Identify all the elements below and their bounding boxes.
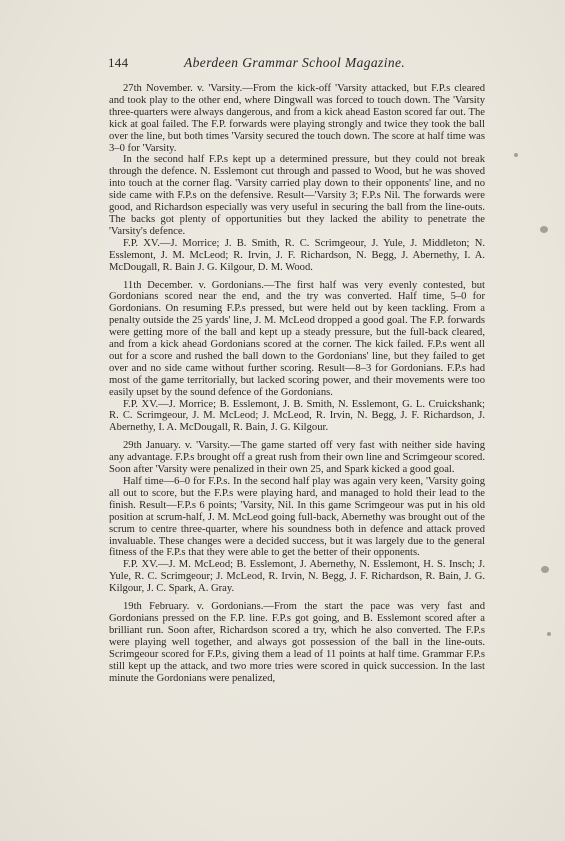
team-list-27th-november: F.P. XV.—J. Morrice; J. B. Smith, R. C. Scrimgeour, J. Yule, J. Middleton; N. Esslemont, J. M. McLeod; R. Irvin, J. F. Richardson, N. Begg, J. Abernethy, I. A. McDougall, R. Bain J. G. Kilgour, D. M. Wood.	[109, 237, 485, 273]
running-title: Aberdeen Grammar School Magazine.	[184, 55, 406, 70]
page-number: 144	[108, 55, 129, 70]
ink-mark	[541, 566, 549, 573]
ink-mark	[514, 153, 518, 157]
team-list-11th-december: F.P. XV.—J. Morrice; B. Esslemont, J. B. Smith, N. Esslemont, G. L. Cruickshank; R. C. Scrimgeour, J. M. McLeod; J. McLeod, R. Irvin, N. Begg, J. F. Richardson, J. Abernethy, I. A. McDougall, R. Bain, J. G. Kilgour.	[109, 398, 485, 434]
page-header	[108, 55, 458, 71]
ink-mark	[540, 226, 548, 233]
paragraph-19th-february: 19th February. v. Gordonians.—From the start the pace was very fast and Gordonians pressed on the F.P. line. F.P.s got going, and B. Esslemont scored after a brilliant run. Soon after, Richardson scored a try, which he also converted. The F.P.s were playing well together, and always got possession of the ball in the line-outs. Scrimgeour scored for F.P.s, giving them a lead of 11 points at half time. Grammar F.P.s still kept up the attack, and two more tries were scored in quick succession. In the last minute the Gordonians were penalized,	[109, 601, 485, 684]
paragraph-second-half: In the second half F.P.s kept up a determined pressure, but they could not break through the defence. N. Esslemont cut through and passed to Wood, but he was shoved into touch at the corner flag. 'Varsity carried play down to their opponents' line, and no side came with F.P.s on the defensive. Result—'Varsity 3; F.P.s Nil. The forwards were good, and Richardson especially was very useful in securing the ball from the line-outs. The backs got plenty of opportunities but they lacked the ability to penetrate the 'Varsity's defence.	[109, 154, 485, 237]
paragraph-29th-january: 29th January. v. 'Varsity.—The game started off very fast with neither side having any advantage. F.P.s brought off a great rush from their own line and Scrimgeour scored. Soon after 'Varsity were penalized in their own 25, and Spark kicked a good goal.	[109, 440, 485, 476]
paragraph-half-time: Half time—6–0 for F.P.s. In the second half play was again very keen, 'Varsity going all out to score, but the F.P.s were playing hard, and managed to hold their lead to the finish. Result—F.P.s 6 points; 'Varsity, Nil. In this game Scrimgeour was put in his old position at scrum-half, J. M. McLeod going full-back, Abernethy was brought out of the scrum to centre three-quarter, where his soundness both in defence and attack proved invaluable. These changes were a decided success, but it was largely due to the general fitness of the F.P.s that they were able to get the better of their opponents.	[109, 476, 485, 559]
team-list-29th-january: F.P. XV.—J. M. McLeod; B. Esslemont, J. Abernethy, N. Esslemont, H. S. Insch; J. Yule, R. C. Scrimgeour; J. McLeod, R. Irvin, N. Begg, J. F. Richardson, R. Bain, J. G. Kilgour, J. C. Spark, A. Gray.	[109, 559, 485, 595]
paragraph-11th-december: 11th December. v. Gordonians.—The first half was very evenly contested, but Gordonians scored near the end, and the try was converted. Half time, 5–0 for Gordonians. On resuming F.P.s pressed, but were held out by keen tackling. From a penalty outside the 25 yards' line, J. M. McLeod dropped a good goal. The F.P. forwards were getting more of the ball and kept up a steady pressure, but the full-back cleared, and from a kick ahead Gordonians scored at the corner. The kick failed. F.P.s went all out for a score and rushed the ball down to the Gordonians' line, but they failed to get over and no side came without further scoring. Result—8–3 for Gordonians. F.P.s had most of the game territorially, but lacked scoring power, and their movements were too easily upset by the sound defence of the Gordonians.	[109, 279, 485, 398]
article-body	[109, 83, 485, 684]
paragraph-27th-november: 27th November. v. 'Varsity.—From the kick-off 'Varsity attacked, but F.P.s cleared and took play to the other end, where Dingwall was forced to touch down. The 'Varsity three-quarters were always dangerous, and from a kick ahead Easton scored far out. The kick at goal failed. The F.P. forwards were playing strongly and twice they took the ball over the line, but both times 'Varsity secured the touch down. The score at half time was 3–0 for 'Varsity.	[109, 83, 485, 154]
ink-mark	[547, 632, 551, 636]
